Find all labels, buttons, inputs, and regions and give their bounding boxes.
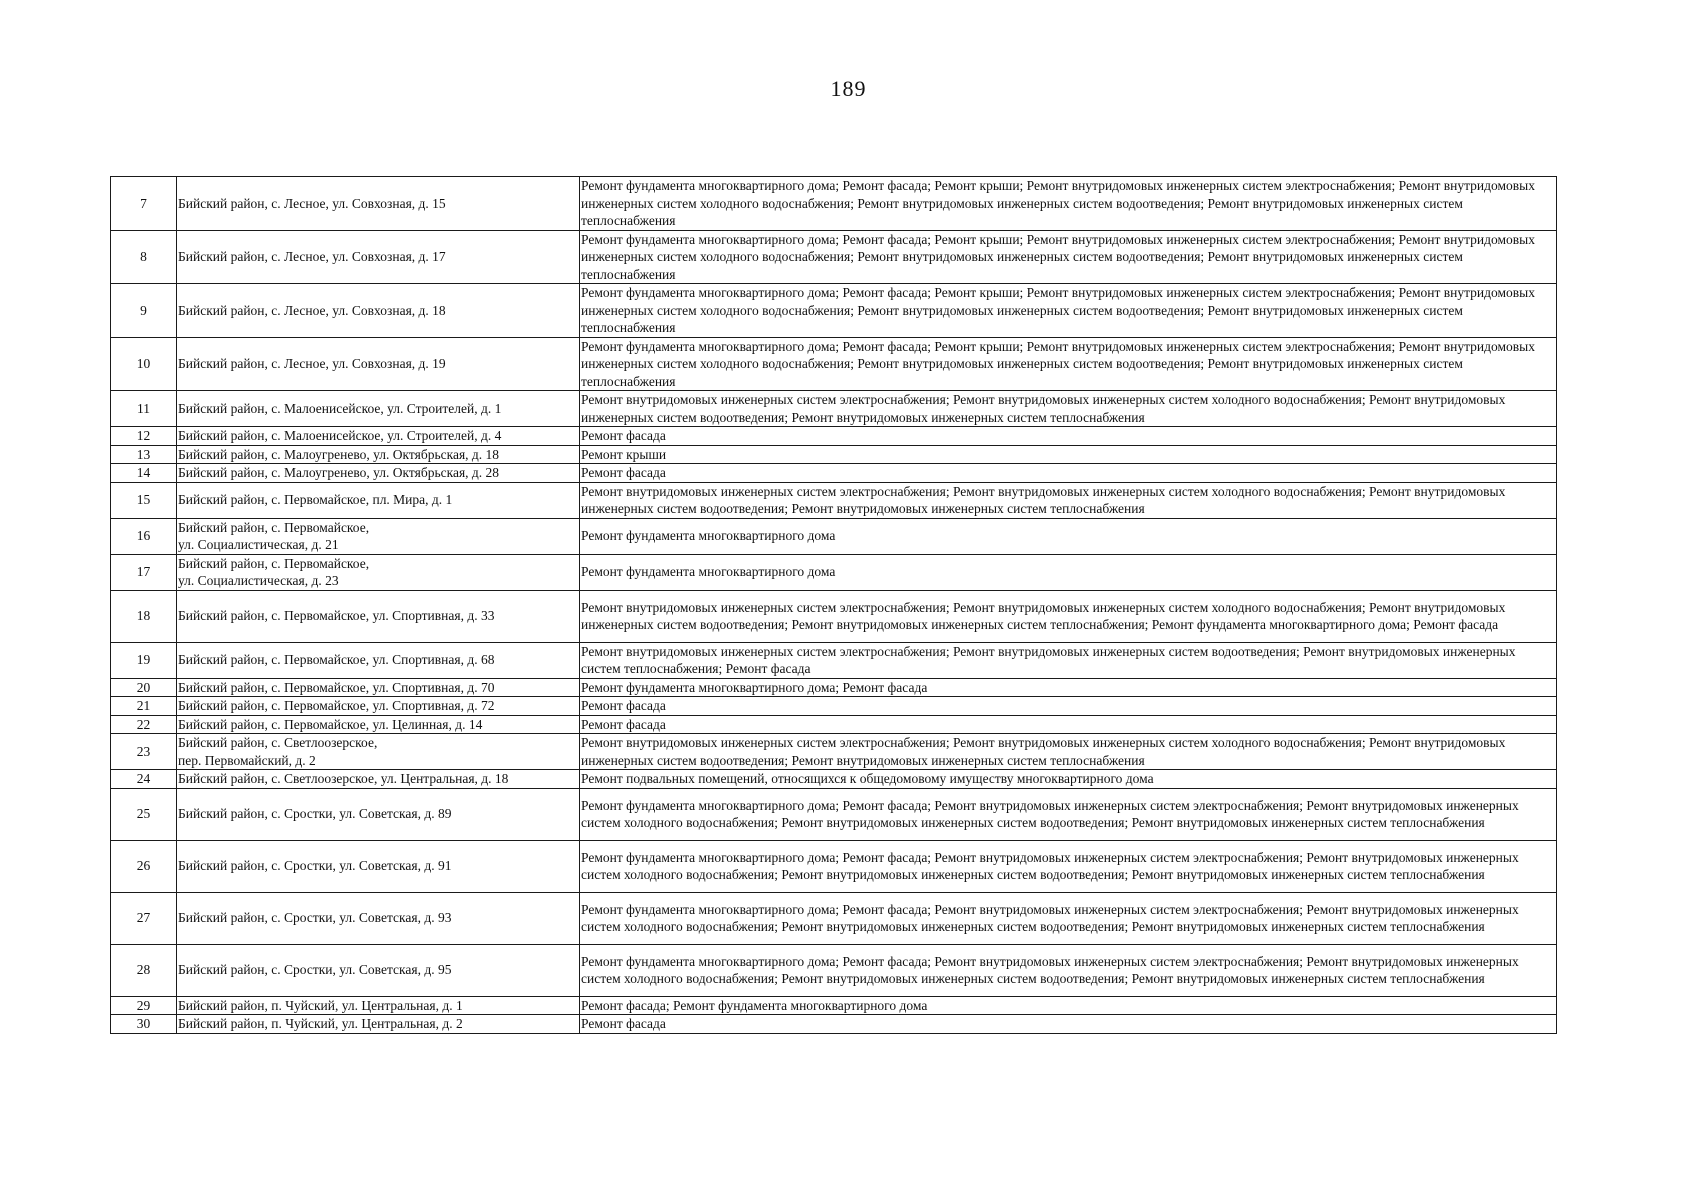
repair-works-cell: Ремонт фасада; Ремонт фундамента многоквартирного дома	[580, 996, 1557, 1015]
table-row	[111, 391, 1557, 427]
address-cell: Бийский район, с. Светлоозерское, пер. Первомайский, д. 2	[177, 734, 580, 770]
row-number: 13	[111, 445, 177, 464]
row-number: 8	[111, 230, 177, 284]
row-number: 21	[111, 697, 177, 716]
table-row	[111, 715, 1557, 734]
row-number: 27	[111, 892, 177, 944]
repair-works-cell: Ремонт фасада	[580, 427, 1557, 446]
row-number: 12	[111, 427, 177, 446]
table-row	[111, 427, 1557, 446]
address-cell: Бийский район, п. Чуйский, ул. Центральная, д. 1	[177, 996, 580, 1015]
row-number: 7	[111, 177, 177, 231]
row-number: 16	[111, 518, 177, 554]
address-cell: Бийский район, с. Сростки, ул. Советская, д. 89	[177, 788, 580, 840]
repair-works-cell: Ремонт внутридомовых инженерных систем электроснабжения; Ремонт внутридомовых инженерных систем холодного водоснабжения; Ремонт внутридомовых инженерных систем водоотведения; Ремонт внутридомовых инженерных систем теплоснабжения	[580, 734, 1557, 770]
table-row	[111, 518, 1557, 554]
address-cell: Бийский район, с. Малоугренево, ул. Октябрьская, д. 18	[177, 445, 580, 464]
repair-works-cell: Ремонт крыши	[580, 445, 1557, 464]
repair-works-cell: Ремонт фундамента многоквартирного дома; Ремонт фасада; Ремонт внутридомовых инженерных систем электроснабжения; Ремонт внутридомовых инженерных систем холодного водоснабжения; Ремонт внутридомовых инженерных систем водоотведения; Ремонт внутридомовых инженерных систем теплоснабжения	[580, 892, 1557, 944]
repair-works-cell: Ремонт внутридомовых инженерных систем электроснабжения; Ремонт внутридомовых инженерных систем холодного водоснабжения; Ремонт внутридомовых инженерных систем водоотведения; Ремонт внутридомовых инженерных систем теплоснабжения	[580, 482, 1557, 518]
address-cell: Бийский район, с. Малоенисейское, ул. Строителей, д. 1	[177, 391, 580, 427]
address-cell: Бийский район, с. Первомайское, ул. Социалистическая, д. 21	[177, 518, 580, 554]
address-cell: Бийский район, с. Первомайское, пл. Мира, д. 1	[177, 482, 580, 518]
address-cell: Бийский район, п. Чуйский, ул. Центральная, д. 2	[177, 1015, 580, 1034]
table-row	[111, 230, 1557, 284]
repair-works-cell: Ремонт фундамента многоквартирного дома	[580, 554, 1557, 590]
row-number: 25	[111, 788, 177, 840]
table-row	[111, 734, 1557, 770]
repair-works-cell: Ремонт фундамента многоквартирного дома; Ремонт фасада; Ремонт крыши; Ремонт внутридомовых инженерных систем электроснабжения; Ремонт внутридомовых инженерных систем холодного водоснабжения; Ремонт внутридомовых инженерных систем водоотведения; Ремонт внутридомовых инженерных систем теплоснабжения	[580, 337, 1557, 391]
repair-works-cell: Ремонт фундамента многоквартирного дома; Ремонт фасада; Ремонт крыши; Ремонт внутридомовых инженерных систем электроснабжения; Ремонт внутридомовых инженерных систем холодного водоснабжения; Ремонт внутридомовых инженерных систем водоотведения; Ремонт внутридомовых инженерных систем теплоснабжения	[580, 230, 1557, 284]
table-row	[111, 697, 1557, 716]
page-number: 189	[830, 76, 867, 101]
address-cell: Бийский район, с. Сростки, ул. Советская, д. 91	[177, 840, 580, 892]
address-cell: Бийский район, с. Лесное, ул. Совхозная, д. 17	[177, 230, 580, 284]
table-row	[111, 678, 1557, 697]
row-number: 9	[111, 284, 177, 338]
row-number: 19	[111, 642, 177, 678]
row-number: 28	[111, 944, 177, 996]
repair-works-cell: Ремонт внутридомовых инженерных систем электроснабжения; Ремонт внутридомовых инженерных систем холодного водоснабжения; Ремонт внутридомовых инженерных систем водоотведения; Ремонт внутридомовых инженерных систем теплоснабжения	[580, 391, 1557, 427]
address-cell: Бийский район, с. Сростки, ул. Советская, д. 95	[177, 944, 580, 996]
repair-works-cell: Ремонт фундамента многоквартирного дома; Ремонт фасада; Ремонт внутридомовых инженерных систем электроснабжения; Ремонт внутридомовых инженерных систем холодного водоснабжения; Ремонт внутридомовых инженерных систем водоотведения; Ремонт внутридомовых инженерных систем теплоснабжения	[580, 788, 1557, 840]
repair-works-cell: Ремонт фундамента многоквартирного дома	[580, 518, 1557, 554]
table-row	[111, 1015, 1557, 1034]
address-cell: Бийский район, с. Первомайское, ул. Спортивная, д. 72	[177, 697, 580, 716]
table-row	[111, 464, 1557, 483]
table-row	[111, 840, 1557, 892]
table-body	[111, 177, 1557, 1034]
address-cell: Бийский район, с. Светлоозерское, ул. Центральная, д. 18	[177, 770, 580, 789]
repair-works-cell: Ремонт фундамента многоквартирного дома; Ремонт фасада; Ремонт крыши; Ремонт внутридомовых инженерных систем электроснабжения; Ремонт внутридомовых инженерных систем холодного водоснабжения; Ремонт внутридомовых инженерных систем водоотведения; Ремонт внутридомовых инженерных систем теплоснабжения	[580, 284, 1557, 338]
table-row	[111, 770, 1557, 789]
repair-works-cell: Ремонт фундамента многоквартирного дома; Ремонт фасада	[580, 678, 1557, 697]
address-cell: Бийский район, с. Лесное, ул. Совхозная, д. 19	[177, 337, 580, 391]
repair-works-cell: Ремонт подвальных помещений, относящихся к общедомовому имуществу многоквартирного дома	[580, 770, 1557, 789]
row-number: 26	[111, 840, 177, 892]
address-cell: Бийский район, с. Лесное, ул. Совхозная, д. 15	[177, 177, 580, 231]
repair-works-cell: Ремонт фундамента многоквартирного дома; Ремонт фасада; Ремонт внутридомовых инженерных систем электроснабжения; Ремонт внутридомовых инженерных систем холодного водоснабжения; Ремонт внутридомовых инженерных систем водоотведения; Ремонт внутридомовых инженерных систем теплоснабжения	[580, 944, 1557, 996]
address-cell: Бийский район, с. Первомайское, ул. Целинная, д. 14	[177, 715, 580, 734]
table-row	[111, 445, 1557, 464]
row-number: 20	[111, 678, 177, 697]
table-row	[111, 590, 1557, 642]
repair-works-cell: Ремонт фундамента многоквартирного дома; Ремонт фасада; Ремонт внутридомовых инженерных систем электроснабжения; Ремонт внутридомовых инженерных систем холодного водоснабжения; Ремонт внутридомовых инженерных систем водоотведения; Ремонт внутридомовых инженерных систем теплоснабжения	[580, 840, 1557, 892]
address-cell: Бийский район, с. Малоугренево, ул. Октябрьская, д. 28	[177, 464, 580, 483]
table-row	[111, 554, 1557, 590]
repair-works-cell: Ремонт фасада	[580, 464, 1557, 483]
address-cell: Бийский район, с. Малоенисейское, ул. Строителей, д. 4	[177, 427, 580, 446]
repair-works-cell: Ремонт фасада	[580, 715, 1557, 734]
repair-register-table	[110, 176, 1557, 1034]
address-cell: Бийский район, с. Лесное, ул. Совхозная, д. 18	[177, 284, 580, 338]
table-row	[111, 642, 1557, 678]
row-number: 14	[111, 464, 177, 483]
address-cell: Бийский район, с. Первомайское, ул. Социалистическая, д. 23	[177, 554, 580, 590]
row-number: 24	[111, 770, 177, 789]
table-row	[111, 482, 1557, 518]
repair-works-cell: Ремонт фасада	[580, 1015, 1557, 1034]
row-number: 29	[111, 996, 177, 1015]
row-number: 18	[111, 590, 177, 642]
row-number: 22	[111, 715, 177, 734]
repair-works-cell: Ремонт внутридомовых инженерных систем электроснабжения; Ремонт внутридомовых инженерных систем холодного водоснабжения; Ремонт внутридомовых инженерных систем водоотведения; Ремонт внутридомовых инженерных систем теплоснабжения; Ремонт фундамента многоквартирного дома; Ремонт фасада	[580, 590, 1557, 642]
row-number: 30	[111, 1015, 177, 1034]
row-number: 11	[111, 391, 177, 427]
table-row	[111, 284, 1557, 338]
row-number: 23	[111, 734, 177, 770]
table-row	[111, 996, 1557, 1015]
row-number: 17	[111, 554, 177, 590]
table-row	[111, 337, 1557, 391]
row-number: 15	[111, 482, 177, 518]
table-row	[111, 788, 1557, 840]
table-row	[111, 892, 1557, 944]
address-cell: Бийский район, с. Первомайское, ул. Спортивная, д. 68	[177, 642, 580, 678]
address-cell: Бийский район, с. Первомайское, ул. Спортивная, д. 70	[177, 678, 580, 697]
address-cell: Бийский район, с. Первомайское, ул. Спортивная, д. 33	[177, 590, 580, 642]
repair-works-cell: Ремонт фасада	[580, 697, 1557, 716]
address-cell: Бийский район, с. Сростки, ул. Советская, д. 93	[177, 892, 580, 944]
table-row	[111, 944, 1557, 996]
repair-works-cell: Ремонт внутридомовых инженерных систем электроснабжения; Ремонт внутридомовых инженерных систем водоотведения; Ремонт внутридомовых инженерных систем теплоснабжения; Ремонт фасада	[580, 642, 1557, 678]
row-number: 10	[111, 337, 177, 391]
table-row	[111, 177, 1557, 231]
repair-works-cell: Ремонт фундамента многоквартирного дома; Ремонт фасада; Ремонт крыши; Ремонт внутридомовых инженерных систем электроснабжения; Ремонт внутридомовых инженерных систем холодного водоснабжения; Ремонт внутридомовых инженерных систем водоотведения; Ремонт внутридомовых инженерных систем теплоснабжения	[580, 177, 1557, 231]
